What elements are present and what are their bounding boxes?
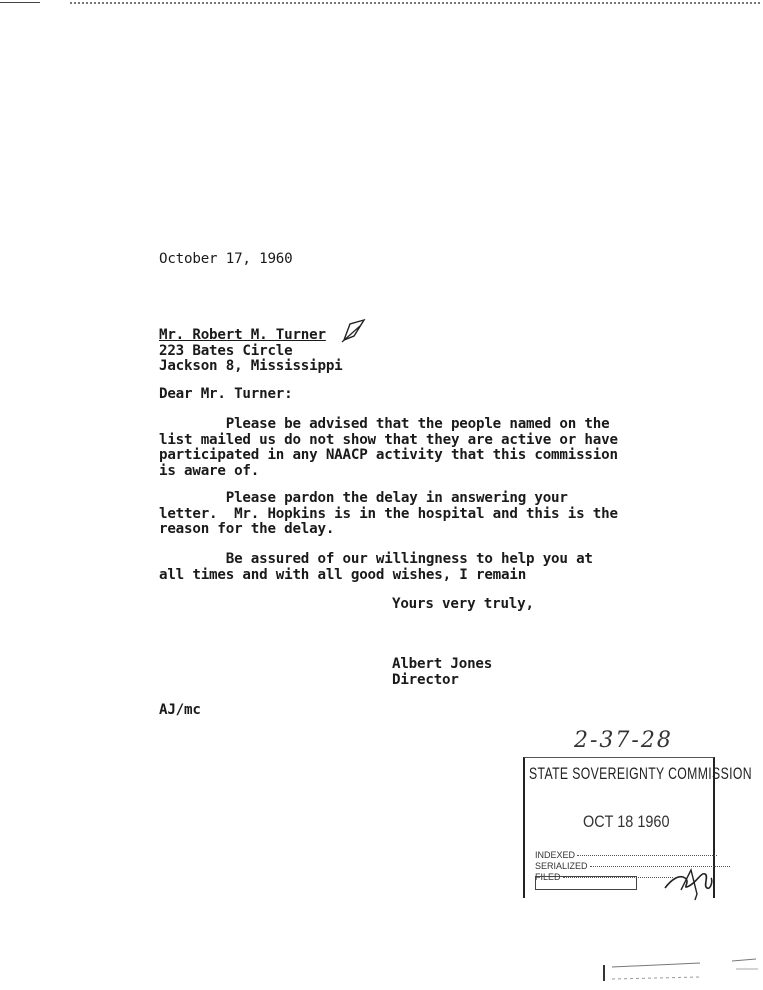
complimentary-closing: Yours very truly, <box>392 596 534 612</box>
handwritten-file-number: 2-37-28 <box>574 728 673 753</box>
handwritten-check-mark <box>340 318 368 344</box>
stamp-field-indexed: INDEXED <box>535 850 576 860</box>
recipient-city: Jackson 8, Mississippi <box>159 358 343 374</box>
top-edge-lines <box>0 2 763 6</box>
commission-received-stamp <box>523 757 752 898</box>
signer-name: Albert Jones <box>392 656 493 672</box>
paragraph-2: Please pardon the delay in answering your letter. Mr. Hopkins is in the hospital and this is the reason for the delay. <box>159 490 618 537</box>
handwritten-initials-scribble <box>661 860 717 902</box>
paragraph-1: Please be advised that the people named on the list mailed us do not show that they are active or have participated in any NAACP activity that this commission is aware of. <box>159 416 618 479</box>
recipient-name: Mr. Robert M. Turner <box>159 327 326 343</box>
stamp-title: STATE SOVEREIGNTY COMMISSION <box>529 764 752 783</box>
stamp-field-serialized: SERIALIZED <box>535 861 588 871</box>
recipient-address <box>159 328 343 375</box>
recipient-street: 223 Bates Circle <box>159 342 293 359</box>
signer-title: Director <box>392 671 459 688</box>
stamp-date: OCT 18 1960 <box>583 812 670 831</box>
typist-initials: AJ/mc <box>159 702 201 718</box>
scan-artifact-marks <box>600 955 760 985</box>
paragraph-3: Be assured of our willingness to help you at all times and with all good wishes, I remain <box>159 551 593 583</box>
salutation: Dear Mr. Turner: <box>159 386 293 402</box>
stamp-field-filed: FILED <box>535 872 561 882</box>
stamp-box <box>535 876 637 890</box>
signature-block <box>392 657 492 688</box>
letter-date: October 17, 1960 <box>159 251 293 267</box>
